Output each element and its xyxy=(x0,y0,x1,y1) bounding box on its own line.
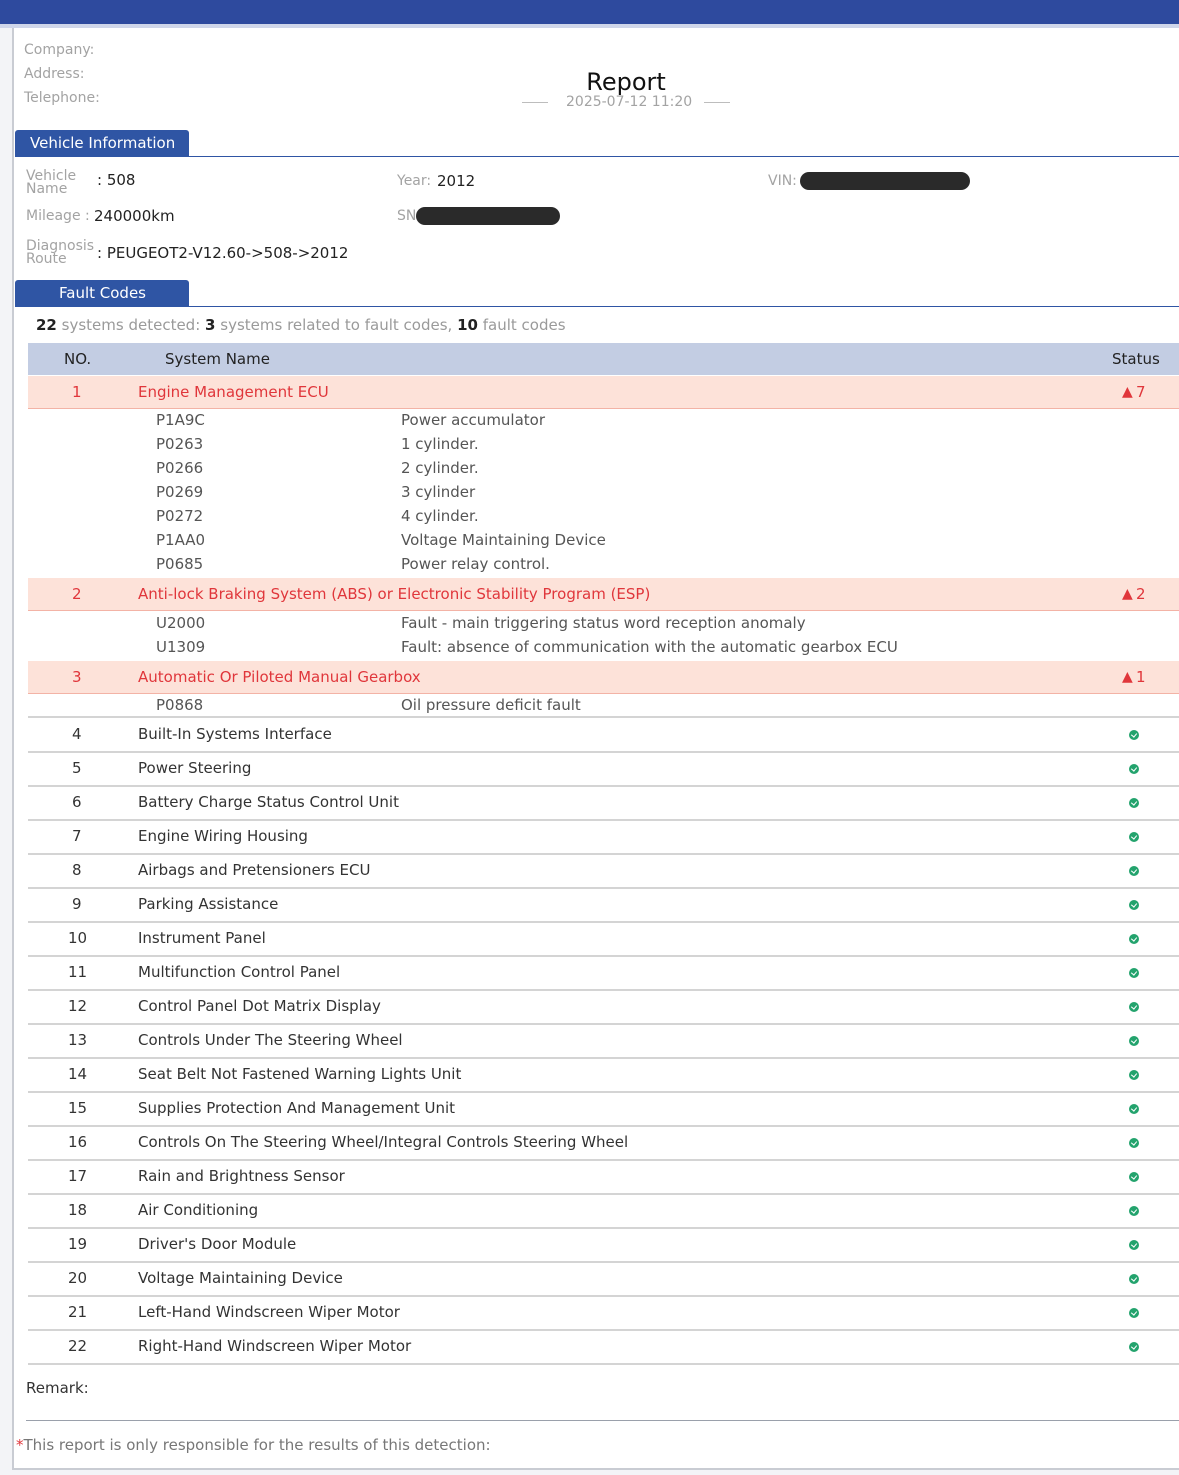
dtc-description: Power relay control. xyxy=(401,555,550,573)
fault-codes-title: Fault Codes xyxy=(59,284,146,302)
system-row[interactable] xyxy=(28,888,1179,923)
report-datetime: 2025-07-12 11:20 xyxy=(566,94,693,110)
vehicle-name-value: : 508 xyxy=(97,171,136,189)
check-circle-icon xyxy=(1129,1308,1139,1318)
check-circle-icon xyxy=(1129,1138,1139,1148)
system-row[interactable] xyxy=(28,752,1179,787)
company-label: Company: xyxy=(24,42,95,58)
system-no: 16 xyxy=(68,1133,88,1151)
dtc-description: Power accumulator xyxy=(401,411,546,429)
system-name: Control Panel Dot Matrix Display xyxy=(138,997,381,1015)
system-name: Parking Assistance xyxy=(138,895,279,913)
system-no: 1 xyxy=(72,383,82,401)
vehicle-name-label: Vehicle Name xyxy=(26,168,77,197)
column-no: NO. xyxy=(64,350,92,368)
system-no: 3 xyxy=(72,668,82,686)
system-name: Seat Belt Not Fastened Warning Lights Unit xyxy=(138,1065,462,1083)
dtc-description: 3 cylinder xyxy=(401,483,476,501)
vehicle-info-title: Vehicle Information xyxy=(30,134,176,152)
system-no: 4 xyxy=(72,725,82,743)
check-circle-icon xyxy=(1129,1342,1139,1352)
fault-code-count: 10 xyxy=(457,316,478,334)
check-circle-icon xyxy=(1129,1274,1139,1284)
remark-label: Remark: xyxy=(26,1379,89,1397)
disclaimer-asterisk: * xyxy=(16,1436,24,1454)
system-name: Engine Management ECU xyxy=(138,383,329,401)
vin-label: VIN: xyxy=(768,173,797,189)
system-row[interactable] xyxy=(28,1194,1179,1229)
system-name: Built-In Systems Interface xyxy=(138,725,332,743)
system-row[interactable] xyxy=(28,1330,1179,1365)
disclaimer xyxy=(16,1436,491,1454)
fault-system-row[interactable] xyxy=(28,578,1179,611)
dtc-code: P0272 xyxy=(156,507,204,525)
system-no: 8 xyxy=(72,861,82,879)
system-no: 12 xyxy=(68,997,88,1015)
fault-count: 7 xyxy=(1136,383,1146,401)
system-row[interactable] xyxy=(28,820,1179,855)
system-name: Controls Under The Steering Wheel xyxy=(138,1031,403,1049)
system-row[interactable] xyxy=(28,1228,1179,1263)
system-row[interactable] xyxy=(28,718,1179,753)
vehicle-info-tab xyxy=(15,130,189,156)
mileage-label: Mileage : xyxy=(26,208,90,224)
check-circle-icon xyxy=(1129,1036,1139,1046)
check-circle-icon xyxy=(1129,1104,1139,1114)
diagnosis-route-value: : PEUGEOT2-V12.60->508->2012 xyxy=(97,244,349,262)
system-name: Instrument Panel xyxy=(138,929,266,947)
sn-redaction xyxy=(416,207,560,225)
column-system-name: System Name xyxy=(165,350,270,368)
vin-redaction xyxy=(800,172,970,190)
dtc-code: U2000 xyxy=(156,614,206,632)
system-no: 21 xyxy=(68,1303,88,1321)
system-row[interactable] xyxy=(28,786,1179,821)
system-name: Controls On The Steering Wheel/Integral Controls Steering Wheel xyxy=(138,1133,629,1151)
year-value: 2012 xyxy=(437,172,476,190)
fault-codes-tab xyxy=(15,280,189,306)
system-row[interactable] xyxy=(28,854,1179,889)
dtc-code: P0269 xyxy=(156,483,204,501)
disclaimer-text: This report is only responsible for the results of this detection: xyxy=(23,1436,491,1454)
check-circle-icon xyxy=(1129,1002,1139,1012)
system-row[interactable] xyxy=(28,1262,1179,1297)
remark-divider xyxy=(26,1420,1179,1421)
check-circle-icon xyxy=(1129,730,1139,740)
dtc-code: P1A9C xyxy=(156,411,205,429)
fault-count: 2 xyxy=(1136,585,1146,603)
fault-codes-rule xyxy=(15,306,1179,307)
mileage-value: 240000km xyxy=(94,207,175,225)
system-name: Engine Wiring Housing xyxy=(138,827,308,845)
system-name: Battery Charge Status Control Unit xyxy=(138,793,399,811)
fault-table-header xyxy=(28,343,1179,375)
system-no: 2 xyxy=(72,585,82,603)
system-name: Air Conditioning xyxy=(138,1201,259,1219)
system-row[interactable] xyxy=(28,1092,1179,1127)
fault-count: 1 xyxy=(1136,668,1146,686)
system-row[interactable] xyxy=(28,1058,1179,1093)
system-no: 7 xyxy=(72,827,82,845)
title-dash-left xyxy=(522,102,548,103)
system-name: Driver's Door Module xyxy=(138,1235,297,1253)
fault-code-text: fault codes xyxy=(482,316,566,334)
systems-with-faults-text: systems related to fault codes, xyxy=(220,316,453,334)
system-no: 11 xyxy=(68,963,88,981)
year-label: Year: xyxy=(397,173,432,189)
system-no: 22 xyxy=(68,1337,88,1355)
system-row[interactable] xyxy=(28,1126,1179,1161)
system-name: Multifunction Control Panel xyxy=(138,963,341,981)
system-name: Anti-lock Braking System (ABS) or Electronic Stability Program (ESP) xyxy=(138,585,651,603)
check-circle-icon xyxy=(1129,1172,1139,1182)
system-name: Right-Hand Windscreen Wiper Motor xyxy=(138,1337,412,1355)
system-no: 10 xyxy=(68,929,88,947)
system-no: 15 xyxy=(68,1099,88,1117)
check-circle-icon xyxy=(1129,934,1139,944)
system-name: Power Steering xyxy=(138,759,252,777)
dtc-description: Fault - main triggering status word reception anomaly xyxy=(401,614,806,632)
column-status: Status xyxy=(1112,350,1160,368)
systems-detected-count: 22 xyxy=(36,316,57,334)
dtc-code: P1AA0 xyxy=(156,531,206,549)
system-no: 18 xyxy=(68,1201,88,1219)
system-name: Automatic Or Piloted Manual Gearbox xyxy=(138,668,421,686)
warning-triangle-icon: ▲ xyxy=(1122,669,1133,685)
diagnosis-route-label: Diagnosis Route xyxy=(26,238,95,267)
address-label: Address: xyxy=(24,66,85,82)
system-no: 13 xyxy=(68,1031,88,1049)
system-no: 5 xyxy=(72,759,82,777)
telephone-label: Telephone: xyxy=(24,90,100,106)
system-name: Rain and Brightness Sensor xyxy=(138,1167,345,1185)
system-row[interactable] xyxy=(28,922,1179,957)
systems-with-faults-count: 3 xyxy=(205,316,216,334)
check-circle-icon xyxy=(1129,764,1139,774)
system-no: 9 xyxy=(72,895,82,913)
dtc-code: P0263 xyxy=(156,435,204,453)
system-name: Voltage Maintaining Device xyxy=(138,1269,343,1287)
vehicle-info-rule xyxy=(15,156,1179,157)
system-name: Airbags and Pretensioners ECU xyxy=(138,861,371,879)
check-circle-icon xyxy=(1129,832,1139,842)
system-row[interactable] xyxy=(28,1296,1179,1331)
report-title: Report xyxy=(586,68,666,96)
dtc-code: U1309 xyxy=(156,638,206,656)
warning-triangle-icon: ▲ xyxy=(1122,586,1133,602)
check-circle-icon xyxy=(1129,900,1139,910)
system-row[interactable] xyxy=(28,990,1179,1025)
check-circle-icon xyxy=(1129,968,1139,978)
warning-triangle-icon: ▲ xyxy=(1122,384,1133,400)
system-no: 17 xyxy=(68,1167,88,1185)
check-circle-icon xyxy=(1129,798,1139,808)
dtc-description: 2 cylinder. xyxy=(401,459,479,477)
system-row[interactable] xyxy=(28,956,1179,991)
sn-label: SN xyxy=(397,208,417,224)
report-sheet xyxy=(12,28,1179,1470)
dtc-description: 4 cylinder. xyxy=(401,507,479,525)
window-top-bar xyxy=(0,0,1179,24)
check-circle-icon xyxy=(1129,1240,1139,1250)
dtc-code: P0266 xyxy=(156,459,204,477)
fault-system-row[interactable] xyxy=(28,376,1179,409)
systems-detected-text: systems detected: xyxy=(61,316,201,334)
dtc-description: Voltage Maintaining Device xyxy=(401,531,606,549)
system-no: 14 xyxy=(68,1065,88,1083)
check-circle-icon xyxy=(1129,1206,1139,1216)
system-row[interactable] xyxy=(28,1160,1179,1195)
system-no: 20 xyxy=(68,1269,88,1287)
fault-summary xyxy=(36,316,566,334)
dtc-code: P0685 xyxy=(156,555,204,573)
title-dash-right xyxy=(704,102,730,103)
dtc-description: 1 cylinder. xyxy=(401,435,479,453)
system-name: Supplies Protection And Management Unit xyxy=(138,1099,456,1117)
system-name: Left-Hand Windscreen Wiper Motor xyxy=(138,1303,400,1321)
dtc-description: Oil pressure deficit fault xyxy=(401,696,581,714)
system-row[interactable] xyxy=(28,1024,1179,1059)
dtc-description: Fault: absence of communication with the automatic gearbox ECU xyxy=(401,638,898,656)
check-circle-icon xyxy=(1129,866,1139,876)
system-no: 19 xyxy=(68,1235,88,1253)
check-circle-icon xyxy=(1129,1070,1139,1080)
fault-system-row[interactable] xyxy=(28,661,1179,694)
system-no: 6 xyxy=(72,793,82,811)
dtc-code: P0868 xyxy=(156,696,204,714)
